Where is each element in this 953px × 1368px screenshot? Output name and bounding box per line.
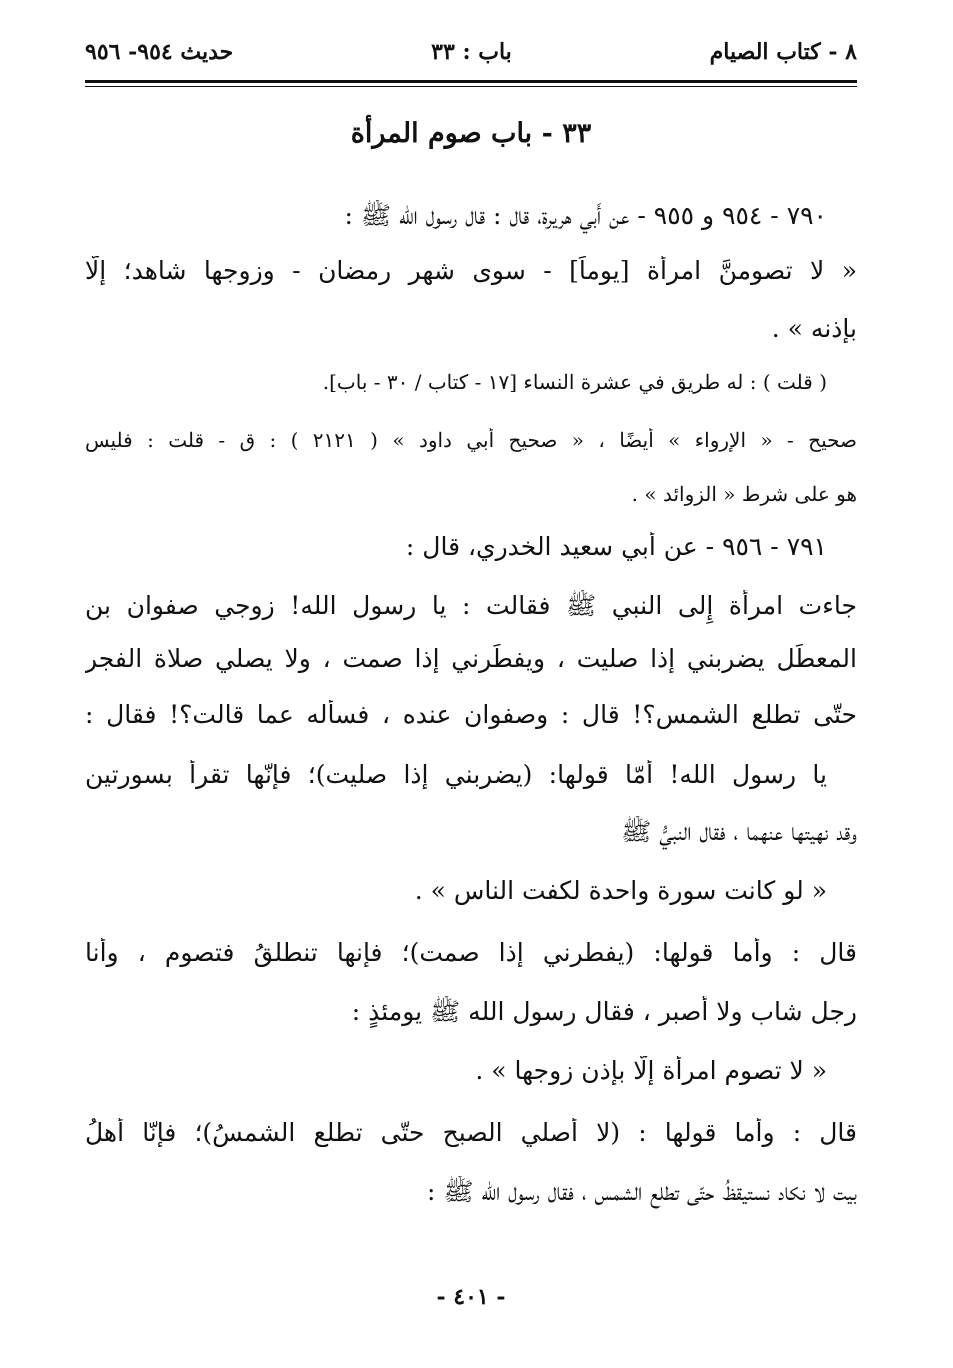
hadith-791-line-10: قال : وأما قولها : (لا أُصلي الصبح حتّى تطلع الشمسُ)؛ فإنّا أهلُ [85, 1118, 857, 1147]
hadith-790-intro: ٧٩٠ - ٩٥٤ و ٩٥٥ - عن أَبي هريرة، قال : قال رسول الله ﷺ : [344, 201, 827, 230]
hadith-790-text-line-2: بإذنه » . [771, 314, 857, 343]
page-number: - ٤٠١ - [436, 1284, 506, 1310]
header-book: ٨ - كتاب الصيام [709, 39, 857, 65]
hadith-791-line-11: بيت لا نكاد نستيقظُ حتّى تطلع الشمس ، فقال رسول الله ﷺ : [426, 1177, 857, 1206]
hadith-790-text-line-1: « لا تصومنَّ امرأة [يوماً] - سوى شهر رمضان - وزوجها شاهد؛ إلّا [85, 256, 857, 285]
hadith-791-line-1: جاءت امرأة إِلى النبي ﷺ فقالت : يا رسول الله! زوجي صفوان بن [85, 591, 857, 620]
grading-line-1: صحيح - « الإرواء » أيضًا ، « صحيح أبي داود » ( ٢١٢١ ) : ق - قلت : فليس [85, 428, 857, 452]
running-header [85, 34, 857, 70]
header-rule-thin [85, 86, 857, 87]
hadith-791-line-4: يا رسول الله! أمّا قولها: (يضربني إذا صليت)؛ فإنّها تقرأ بسورتين [85, 760, 827, 789]
grading-line-2: هو على شرط « الزوائد » . [631, 482, 857, 506]
hadith-791-line-9: « لا تصوم امرأة إلّا بإذن زوجها » . [475, 1056, 827, 1085]
hadith-791-intro: ٧٩١ - ٩٥٦ - عن أَبي سعيد الخدري، قال : [405, 532, 827, 561]
hadith-791-line-7: قال : وأما قولها: (يفطرني إذا صمت)؛ فإنها تنطلقُ فتصوم ، وأَنا [85, 938, 857, 967]
header-rule-thick [85, 80, 857, 83]
chapter-title: ٣٣ - باب صوم المرأة [350, 118, 592, 149]
hadith-791-line-8: رجل شاب ولا أَصبر ، فقال رسول الله ﷺ يومئذٍ : [351, 997, 857, 1026]
document-page [85, 0, 857, 1368]
hadith-791-line-2: المعطِّل يضربني إذا صليت ، ويفطِّرني إذا صمت ، ولا يصلي صلاة الفجر [85, 644, 857, 673]
hadith-791-line-3: حتّى تطلع الشمس؟! قال : وصفوان عنده ، فسأله عما قالت؟! فقال : [85, 700, 857, 729]
note-qult: ( قلت ) : له طريق في عشرة النساء [١٧ - كتاب / ٣٠ - باب]. [322, 370, 827, 394]
header-hadith-range: حديث ٩٥٤- ٩٥٦ [85, 39, 234, 65]
header-chapter: باب : ٣٣ [431, 39, 512, 65]
hadith-791-line-6: « لو كانت سورة واحدة لكفت الناس » . [414, 876, 827, 905]
hadith-791-line-5: وقد نهيتها عنهما ، فقال النبيُّ ﷺ [621, 817, 857, 846]
